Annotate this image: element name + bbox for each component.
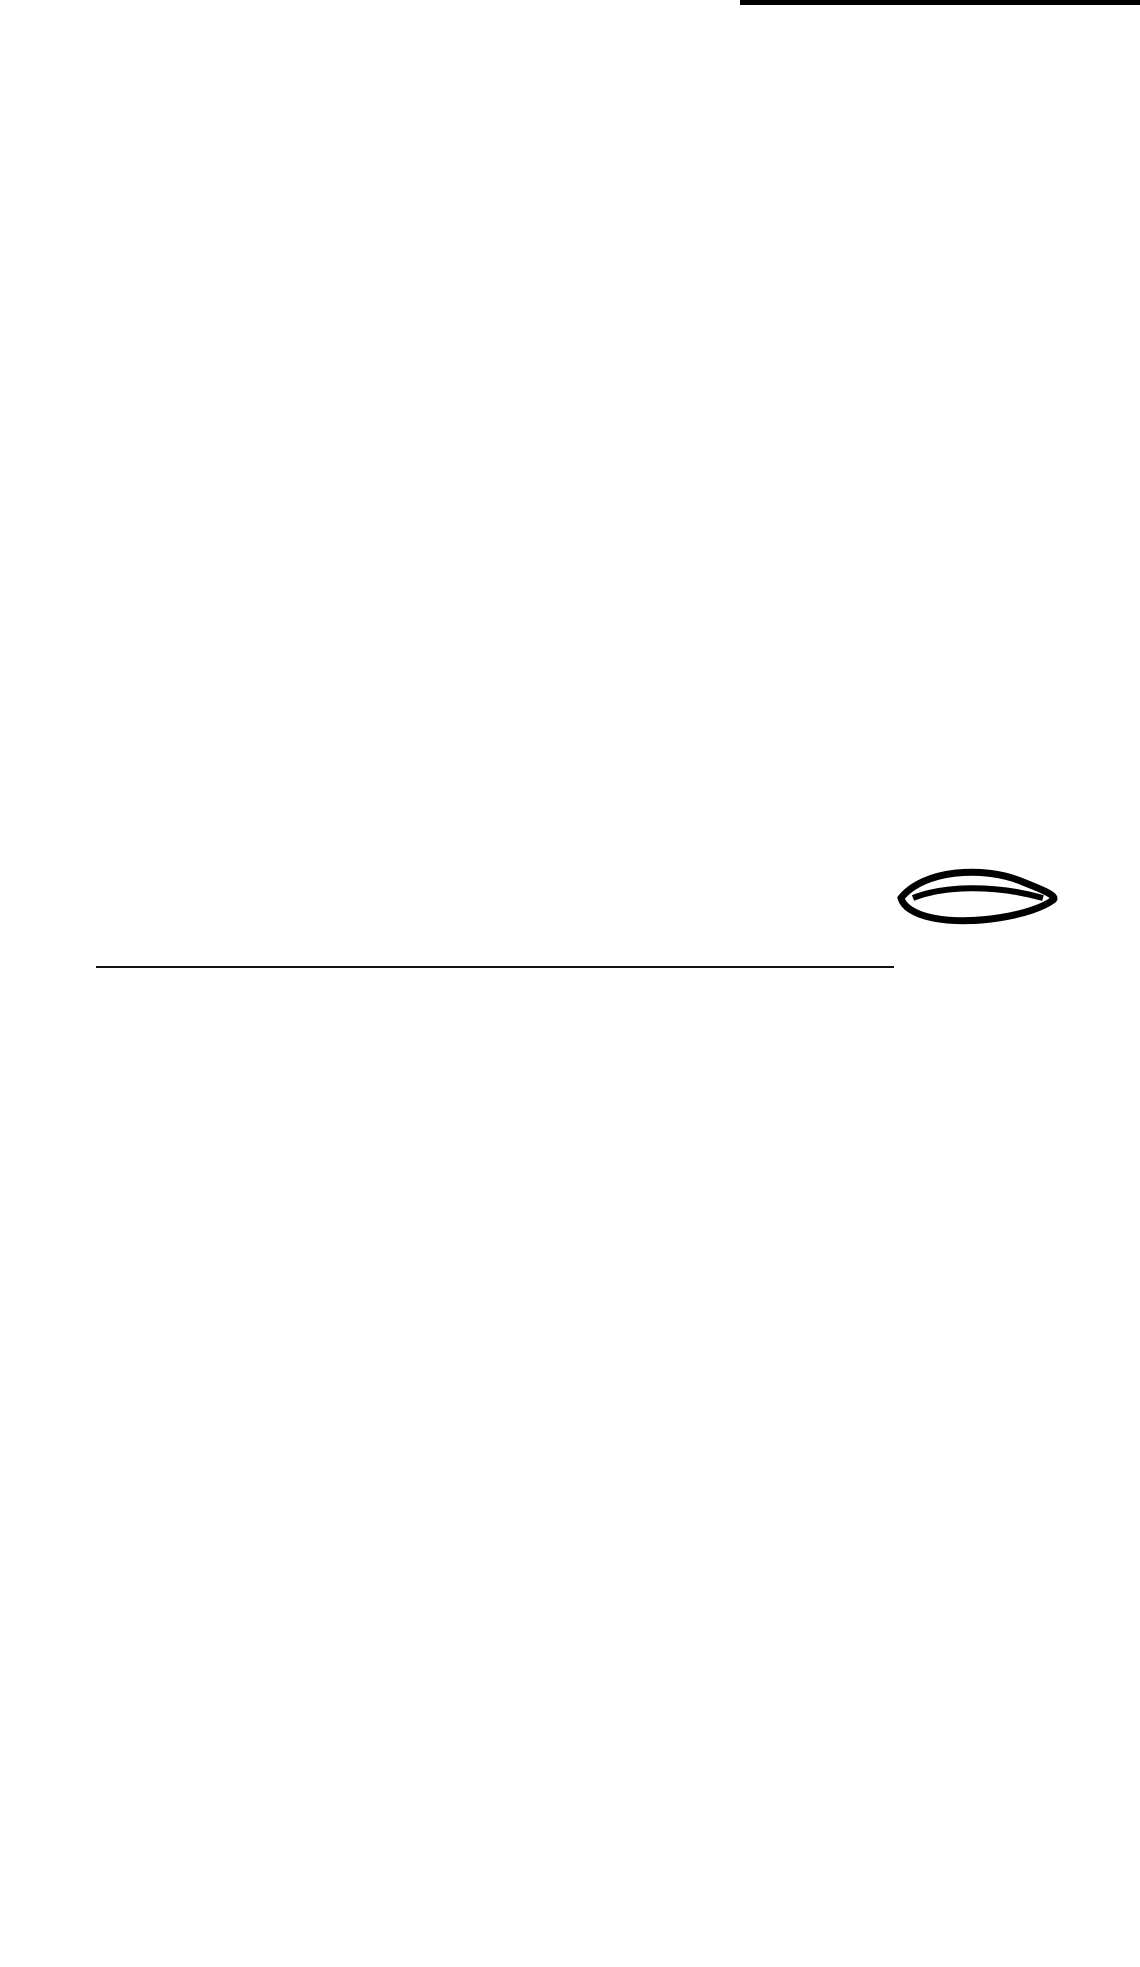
- footnote-separator: [96, 966, 894, 968]
- scan-edge-line: [740, 0, 1140, 5]
- ink-scribble-mark: [893, 860, 1063, 930]
